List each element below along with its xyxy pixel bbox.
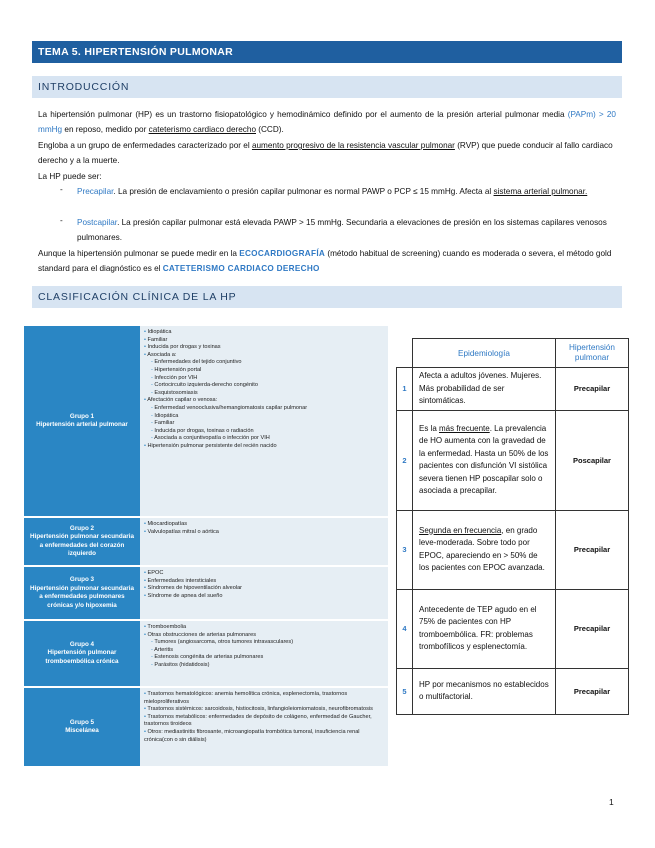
group-list-item: • Tromboembolia	[144, 624, 384, 632]
group-title: Hipertensión pulmonar secundaria a enfermedades del corazón izquierdo	[30, 533, 134, 557]
section-heading-introduccion: INTRODUCCIÓN	[32, 76, 622, 98]
group-header	[24, 326, 140, 516]
classification-table	[24, 326, 388, 766]
row-epidemiology: Afecta a adultos jóvenes. Mujeres. Más probabilidad de ser sintomáticas.	[413, 368, 556, 411]
row-group-number: 5	[397, 668, 413, 714]
group-list-item: - Esquistosomiasis	[144, 390, 384, 398]
group-list-item: • EPOC	[144, 570, 384, 578]
group-list-item: - Inducida por drogas, toxinas o radiación	[144, 428, 384, 436]
row-epidemiology: Antecedente de TEP agudo en el 75% de pacientes con HP tromboembólica. FR: problemas trombofílicos y esplenectomía.	[413, 589, 556, 668]
header-epidemiologia: Epidemiología	[413, 339, 556, 368]
group-number: Grupo 5	[69, 718, 95, 726]
group-number: Grupo 1	[69, 412, 95, 420]
section-heading-clasificacion: CLASIFICACIÓN CLÍNICA DE LA HP	[32, 286, 622, 308]
group-list-item: • Otras obstrucciones de arterias pulmonares	[144, 632, 384, 640]
row-epidemiology: HP por mecanismos no establecidos o multifactorial.	[413, 668, 556, 714]
group-list-item: • Miocardiopatías	[144, 521, 384, 529]
row-hp-type: Precapilar	[556, 589, 629, 668]
group-title: Hipertensión arterial pulmonar	[36, 421, 128, 428]
group-title: Hipertensión pulmonar tromboembólica crónica	[45, 649, 119, 665]
group-row	[24, 567, 388, 619]
group-list-item: • Síndrome de apnea del sueño	[144, 593, 384, 601]
group-list-item: - Idiopática	[144, 413, 384, 421]
group-list-item: • Inducida por drogas y toxinas	[144, 344, 384, 352]
row-hp-type: Precapilar	[556, 668, 629, 714]
epidemiology-table	[396, 338, 629, 715]
group-list-item: - Familiar	[144, 420, 384, 428]
document-title: TEMA 5. HIPERTENSIÓN PULMONAR	[32, 41, 622, 63]
group-number: Grupo 3	[69, 576, 95, 583]
table-row	[397, 668, 629, 714]
table-row	[397, 410, 629, 510]
group-number: Grupo 4	[69, 640, 95, 648]
group-list-item: • Valvulopatías mitral o aórtica	[144, 529, 384, 537]
intro-paragraph-4: Aunque la hipertensión pulmonar se puede medir en la ECOCARDIOGRAFÍA (método habitual de screening) cuando es moderada o severa, el método gold standard para el diagnóstico es el CATETERISMO CARDIACO DERECHO	[38, 249, 612, 274]
group-items	[140, 518, 388, 565]
intro-paragraph-3: La HP puede ser:	[38, 172, 102, 181]
group-list-item: • Hipertensión pulmonar persistente del recién nacido	[144, 443, 384, 451]
group-row	[24, 621, 388, 686]
group-header	[24, 567, 140, 619]
group-list-item: - Estenosis congénita de arterias pulmonares	[144, 654, 384, 662]
table-row	[397, 368, 629, 411]
group-list-item: - Enfermedad venooclusiva/hemangiomatosis capilar pulmonar	[144, 405, 384, 413]
bullet-postcapilar: Postcapilar. La presión capilar pulmonar está elevada PAWP > 15 mmHg. Secundaria a elevaciones de presión en los sistemas capilares venosos pulmonares.	[77, 218, 607, 243]
group-list-item: - Enfermedades del tejido conjuntivo	[144, 359, 384, 367]
group-title: Miscelánea	[65, 727, 99, 734]
group-header	[24, 621, 140, 686]
group-list-item: • Síndromes de hipoventilación alveolar	[144, 585, 384, 593]
group-row	[24, 688, 388, 766]
group-items	[140, 567, 388, 619]
row-group-number: 4	[397, 589, 413, 668]
group-list-item: - Asociada a conjuntivopatía o infección por VIH	[144, 435, 384, 443]
group-header	[24, 688, 140, 766]
row-hp-type: Precapilar	[556, 368, 629, 411]
row-epidemiology: Segunda en frecuencia, en grado leve-moderada. Sobre todo por EPOC, apareciendo en > 50% de los pacientes con EPOC avanzada.	[413, 510, 556, 589]
group-list-item: - Hipertensión portal	[144, 367, 384, 375]
header-hipertension-pulmonar: Hipertensión pulmonar	[556, 339, 629, 368]
page-number: 1	[609, 797, 614, 807]
group-list-item: • Enfermedades intersticiales	[144, 578, 384, 586]
bullet-precapilar: Precapilar. La presión de enclavamiento o presión capilar pulmonar es normal PAWP o PCP ≤ 15 mmHg. Afecta al sistema arterial pulmonar.	[77, 187, 588, 196]
bullet-dash: -	[60, 216, 63, 225]
row-hp-type: Precapilar	[556, 510, 629, 589]
group-list-item: • Familiar	[144, 337, 384, 345]
group-list-item: - Infección por VIH	[144, 375, 384, 383]
table-row	[397, 510, 629, 589]
row-group-number: 1	[397, 368, 413, 411]
group-list-item: • Asociada a:	[144, 352, 384, 360]
group-items	[140, 326, 388, 516]
group-list-item: • Otros: mediastinitis fibrosante, microangiopatía trombótica tumoral, insuficiencia renal crónica(con o sin diálisis)	[144, 729, 384, 744]
group-list-item: - Tumores (angiosarcoma, otros tumores intravasculares)	[144, 639, 384, 647]
group-list-item: • Trastornos sistémicos: sarcoidosis, histiocitosis, linfangioleiomiomatosis, neurofibromatosis	[144, 706, 384, 714]
group-title: Hipertensión pulmonar secundaria a enfermedades pulmonares crónicas y/o hipoxemia	[30, 584, 134, 609]
row-epidemiology: Es la más frecuente. La prevalencia de HO aumenta con la gravedad de la enfermedad. Hasta un 50% de los pacientes con disfunción VI sistólica severa tienen HP poscapilar solo o asociada a precapilar.	[413, 410, 556, 510]
empty-corner	[397, 339, 413, 368]
group-list-item: • Afectación capilar o venosa:	[144, 397, 384, 405]
group-list-item: • Trastornos metabólicos: enfermedades de depósito de colágeno, enfermedad de Gaucher, trastornos tiroideos	[144, 714, 384, 729]
group-list-item: • Idiopática	[144, 329, 384, 337]
row-group-number: 3	[397, 510, 413, 589]
table-row	[397, 589, 629, 668]
intro-paragraph-2: Engloba a un grupo de enfermedades caracterizado por el aumento progresivo de la resistencia vascular pulmonar (RVP) que puede conducir al fallo cardiaco derecho y a la muerte.	[38, 141, 613, 166]
group-row	[24, 326, 388, 516]
group-items	[140, 688, 388, 766]
group-list-item: • Trastornos hematológicos: anemia hemolítica crónica, esplenectomía, trastornos mieloproliferativos	[144, 691, 384, 706]
group-items	[140, 621, 388, 686]
group-list-item: - Arteritis	[144, 647, 384, 655]
row-group-number: 2	[397, 410, 413, 510]
row-hp-type: Poscapilar	[556, 410, 629, 510]
group-header	[24, 518, 140, 565]
bullet-dash: -	[60, 185, 63, 194]
group-number: Grupo 2	[69, 524, 95, 532]
group-list-item: - Cortocircuito izquierda-derecho congénito	[144, 382, 384, 390]
group-list-item: - Parásitos (hidatidosis)	[144, 662, 384, 670]
group-row	[24, 518, 388, 565]
intro-paragraph-1: La hipertensión pulmonar (HP) es un trastorno fisiopatológico y hemodinámico definido por el aumento de la presión arterial pulmonar media (PAPm) > 20 mmHg en reposo, medido por cateterismo cardiaco derecho (CCD).	[38, 110, 616, 135]
